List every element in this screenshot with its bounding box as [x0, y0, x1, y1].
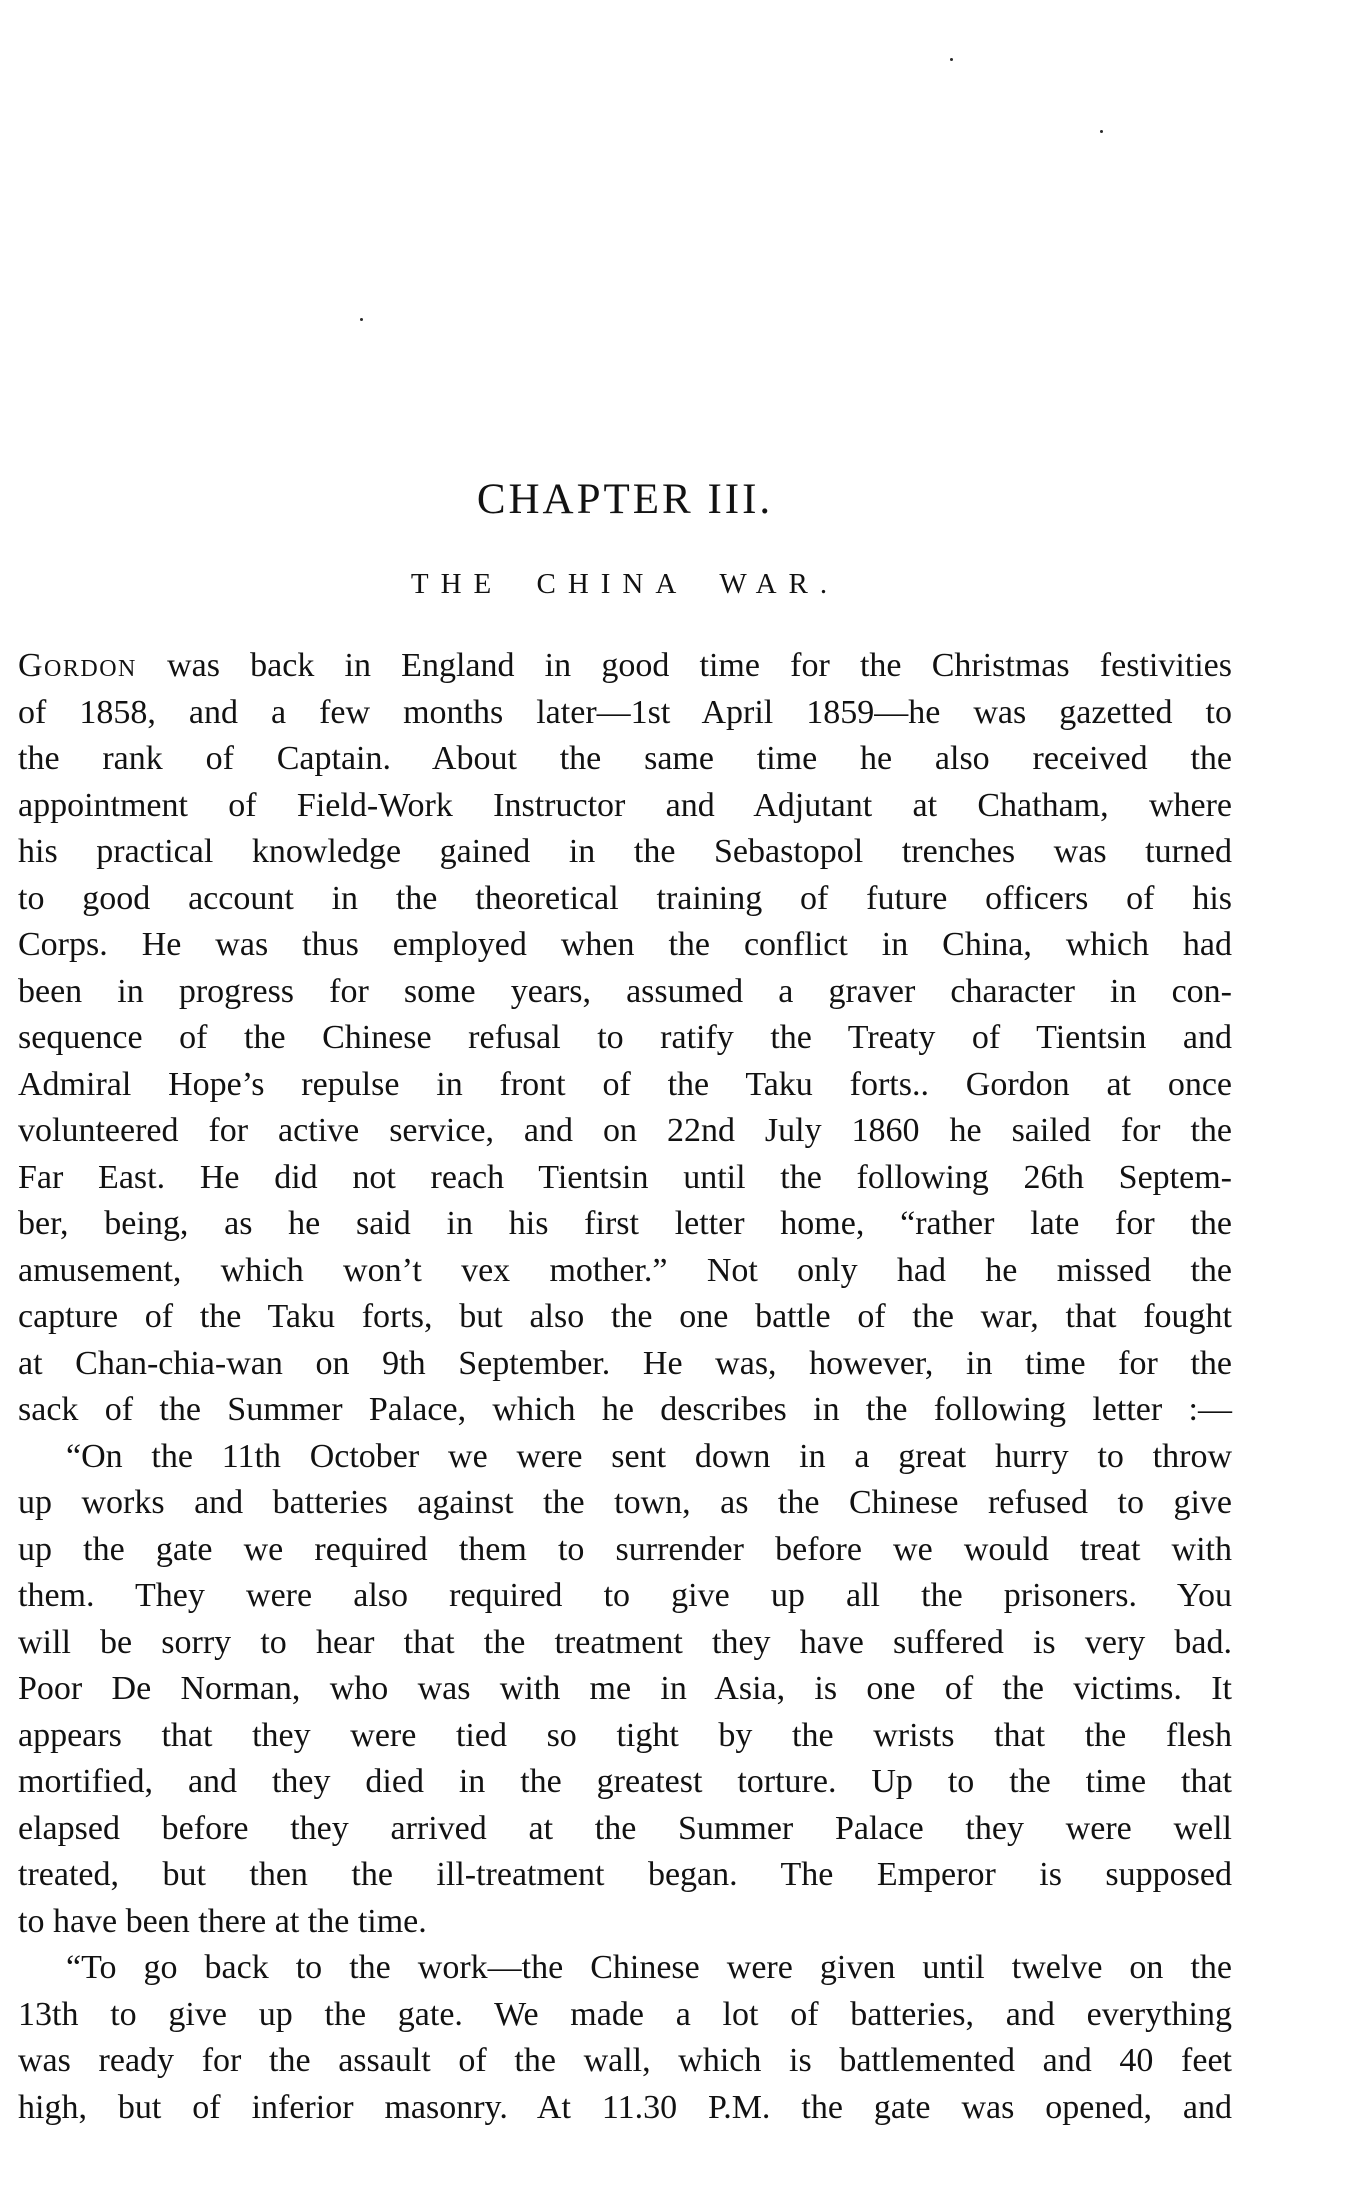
paragraph-3: [18, 1992, 1232, 2132]
text-line: at Chan-chia-wan on 9th September. He was, however, in time for the: [18, 1344, 1232, 1382]
text-line: of 1858, and a few months later—1st April 1859—he was gazetted to: [18, 693, 1232, 731]
text-line: appointment of Field-Work Instructor and Adjutant at Chatham, where: [18, 786, 1232, 824]
text-line: will be sorry to hear that the treatment they have suffered is very bad.: [18, 1623, 1232, 1661]
text-line: “On the 11th October we were sent down in a great hurry to throw: [66, 1437, 1232, 1475]
text-line: Poor De Norman, who was with me in Asia, is one of the victims. It: [18, 1670, 1232, 1707]
text-line: up works and batteries against the town, as the Chinese refused to give: [18, 1484, 1232, 1521]
text-line: amusement, which won’t vex mother.” Not only had he missed the: [18, 1251, 1232, 1289]
text-line: the rank of Captain. About the same time he also received the: [18, 740, 1232, 777]
text-line: to good account in the theoretical training of future officers of his: [18, 879, 1232, 917]
body-text: [18, 643, 1232, 2131]
text-line: appears that they were tied so tight by the wrists that the flesh: [18, 1716, 1232, 1754]
text-line: been in progress for some years, assumed a graver character in con-: [18, 972, 1232, 1010]
chapter-heading: CHAPTER III.: [476, 476, 774, 523]
text-column: [18, 0, 1232, 2131]
text-line: to have been there at the time.: [18, 1902, 427, 1940]
chapter-subtitle: THE CHINA WAR.: [410, 568, 840, 600]
text-line: Admiral Hope’s repulse in front of the Taku forts.. Gordon at once: [18, 1065, 1232, 1103]
text-line: 13th to give up the gate. We made a lot of batteries, and everything: [18, 1995, 1232, 2033]
text-line: his practical knowledge gained in the Sebastopol trenches was turned: [18, 833, 1232, 870]
text-line: ber, being, as he said in his first letter home, “rather late for the: [18, 1205, 1232, 1242]
text-line: sack of the Summer Palace, which he describes in the following letter :—: [18, 1391, 1232, 1428]
opening-rest: was back in England in good time for the Christmas festivities: [136, 647, 1232, 684]
text-line: Far East. He did not reach Tientsin until the following 26th Septem-: [18, 1158, 1232, 1196]
text-line: was ready for the assault of the wall, which is battlemented and 40 feet: [18, 2042, 1232, 2079]
text-line: capture of the Taku forts, but also the one battle of the war, that fought: [18, 1298, 1232, 1335]
text-line: “To go back to the work—the Chinese were given until twelve on the: [66, 1949, 1232, 1986]
text-line: up the gate we required them to surrender before we would treat with: [18, 1530, 1232, 1568]
text-line: Corps. He was thus employed when the conflict in China, which had: [18, 926, 1232, 963]
text-line: elapsed before they arrived at the Summer Palace they were well: [18, 1809, 1232, 1847]
paragraph-2: [18, 1480, 1232, 1899]
text-line-opening: [18, 643, 1232, 690]
text-line: them. They were also required to give up all the prisoners. You: [18, 1577, 1232, 1614]
text-line: high, but of inferior masonry. At 11.30 P.M. the gate was opened, and: [18, 2088, 1232, 2126]
text-line: sequence of the Chinese refusal to ratify the Treaty of Tientsin and: [18, 1019, 1232, 1056]
text-line: volunteered for active service, and on 22nd July 1860 he sailed for the: [18, 1112, 1232, 1149]
lead-word-smallcaps: Gordon: [18, 647, 137, 684]
text-line: treated, but then the ill-treatment began. The Emperor is supposed: [18, 1856, 1232, 1893]
text-line: mortified, and they died in the greatest torture. Up to the time that: [18, 1763, 1232, 1800]
paragraph-1: [18, 690, 1232, 1434]
